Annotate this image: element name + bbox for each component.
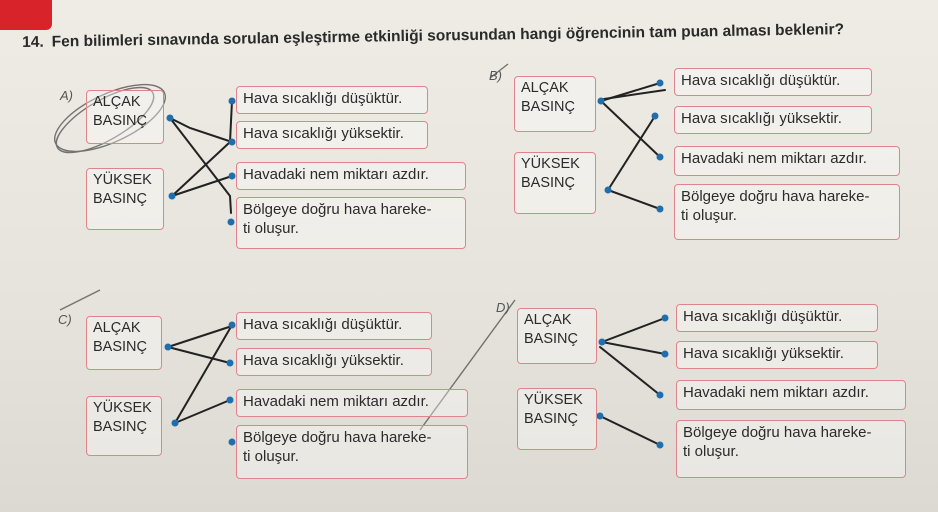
statement-line: Bölgeye doğru hava hareke- [683, 424, 872, 441]
option-b-statement-4 [674, 184, 900, 240]
statement-line: ti oluşur. [243, 220, 299, 237]
option-a-statement-2: Hava sıcaklığı yüksektir. [236, 121, 428, 149]
option-c-high-pressure [86, 396, 162, 456]
option-c-low-pressure [86, 316, 162, 370]
option-d-low-pressure [517, 308, 597, 364]
term-word: ALÇAK [521, 80, 569, 96]
line-b-5 [608, 190, 660, 209]
line-d-1 [602, 318, 665, 342]
option-c-statement-3: Havadaki nem miktarı azdır. [236, 389, 468, 417]
statement-line: Bölgeye doğru hava hareke- [681, 188, 870, 205]
option-a-low-pressure [86, 90, 164, 144]
option-d-statement-4 [676, 420, 906, 478]
statement-line: Bölgeye doğru hava hareke- [243, 201, 432, 218]
term-word: ALÇAK [93, 94, 141, 110]
option-a-statement-3: Havadaki nem miktarı azdır. [236, 162, 466, 190]
option-c-statement-2: Hava sıcaklığı yüksektir. [236, 348, 432, 376]
statement-line: Bölgeye doğru hava hareke- [243, 429, 432, 446]
term-word: BASINÇ [93, 191, 147, 207]
line-c-1 [168, 326, 232, 347]
term-word: YÜKSEK [524, 392, 583, 408]
option-c-label[interactable]: C) [58, 312, 72, 327]
option-b-statement-1: Hava sıcaklığı düşüktür. [674, 68, 872, 96]
term-word: BASINÇ [93, 419, 147, 435]
option-a-label[interactable]: A) [60, 88, 73, 103]
line-b-4 [608, 116, 655, 190]
term-word: YÜKSEK [521, 156, 580, 172]
option-b-statement-3: Havadaki nem miktarı azdır. [674, 146, 900, 176]
line-a-3 [172, 101, 232, 196]
statement-line: ti oluşur. [683, 443, 739, 460]
option-a-high-pressure [86, 168, 164, 230]
term-word: YÜKSEK [93, 400, 152, 416]
option-b-high-pressure [514, 152, 596, 214]
line-c-3 [175, 325, 232, 423]
option-a-statement-1: Hava sıcaklığı düşüktür. [236, 86, 428, 114]
option-c-statement-4 [236, 425, 468, 479]
option-b-label[interactable]: B) [489, 68, 502, 83]
line-b-3 [601, 101, 660, 157]
option-c-statement-1: Hava sıcaklığı düşüktür. [236, 312, 432, 340]
term-word: BASINÇ [524, 331, 578, 347]
option-a-statement-4 [236, 197, 466, 249]
statement-line: ti oluşur. [681, 207, 737, 224]
term-word: BASINÇ [521, 175, 575, 191]
line-d-3 [600, 347, 660, 395]
term-word: BASINÇ [93, 339, 147, 355]
statement-line: ti oluşur. [243, 448, 299, 465]
question-body: Fen bilimleri sınavında sorulan eşleştirme etkinliği sorusundan hangi öğrencinin tam puan alması beklenir? [51, 21, 845, 51]
term-word: ALÇAK [93, 320, 141, 336]
line-d-4 [600, 416, 660, 445]
line-d-2 [602, 342, 665, 354]
slash-mark-c [60, 290, 100, 310]
option-b-low-pressure [514, 76, 596, 132]
term-word: BASINÇ [521, 99, 575, 115]
question-number: 14. [22, 33, 44, 51]
line-c-4 [175, 400, 230, 423]
term-word: BASINÇ [93, 113, 147, 129]
option-d-statement-2: Hava sıcaklığı yüksektir. [676, 341, 878, 369]
term-word: BASINÇ [524, 411, 578, 427]
option-d-statement-3: Havadaki nem miktarı azdır. [676, 380, 906, 410]
term-word: YÜKSEK [93, 172, 152, 188]
line-c-2 [168, 347, 230, 363]
option-d-high-pressure [517, 388, 597, 450]
option-b-statement-2: Hava sıcaklığı yüksektir. [674, 106, 872, 134]
term-word: ALÇAK [524, 312, 572, 328]
option-d-statement-1: Hava sıcaklığı düşüktür. [676, 304, 878, 332]
option-d-label[interactable]: D) [496, 300, 510, 315]
